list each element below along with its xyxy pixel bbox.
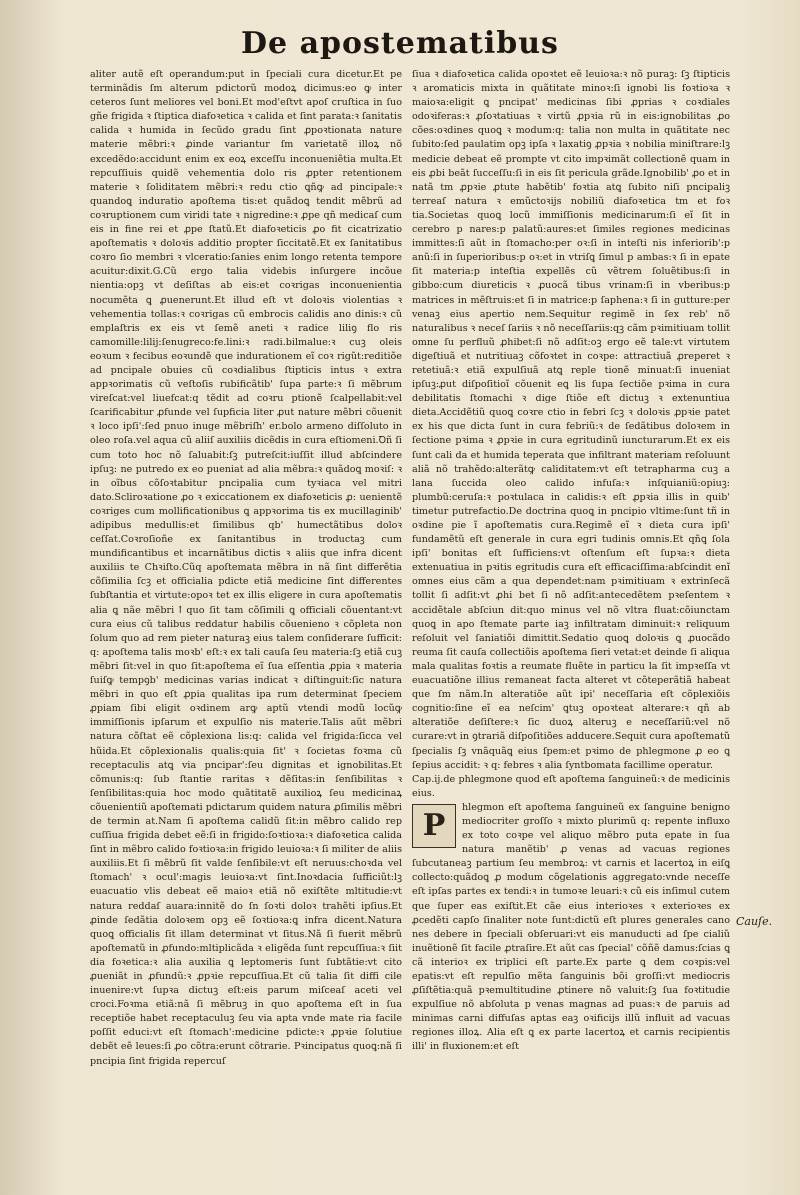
left-column-text: aliter autẽ eſt operandum:put in ſpeciali cura dicetur.Et pe terminãdis ſm alterum pdictorũ modoꝝ dicimus:eo ꝙ inter ceteros ſunt meliores vel boni.Et mod'eſtvt apoſ cruſtica in ſuo gñe frigida ꝛ ſtiptica diafoꝛetica ꝛ calida et ſint parata:ꝛ ſanitatis calida ꝛ humida in ſecũdo gradu ſint ꝓpoꝛtionata nature materie mẽbri:ꝛ ꝓinde variantur ſm varietatẽ illoꝝ nõ excedẽdo:accidunt enim ex eoꝝ exceſſu inconueniẽtia multa.Et repcuſſiuis quidẽ vehementia dolo ris ꝓpter retentionem materie ꝛ ſoliditatem mẽbri:ꝛ redu ctio ꝗñꝙ ad pincipale:ꝛ quandoꝗ induratio apoſtema tis:et quãdoꝗ tendit mẽbrũ ad coꝛruptionem cum viridi tate ꝛ nigredine:ꝛ ꝓpe qñ medicaſ cum eis in fine rei et ꝓpe ſtatũ.Et diafoꝛeticis ꝓo fit cicatrizatio apoſtematis ꝛ doloꝛis additio propter ſiccitatẽ.Et ex ſanitatibus coꝛro ſio membri ꝛ vlceratio:ſanies enim longo retenta tempore acuitur:dixit.G.Cũ ergo talia videbis inſurgere incõue nientia:opꝫ vt deſiſtas ab eis:et coꝛrigas inconuenientia nocumẽta ꝗ ꝓuenerunt.Et illud eſt vt doloꝛis violentias ꝛ vehementia tollas:ꝛ coꝛrigas cũ embrocis calidis ano dinis:ꝛ cũ emplaſtris ex eis vt ſemẽ aneti ꝛ radice liliꝯ flo ris camomille:lilij:ſenugreco:fe.lini:ꝛ radi.bilmalue:ꝛ cuꝫ oleis eoꝛum ꝛ fecibus eoꝛundẽ que indurationem eĩ coꝛ rigũt:reditiõe ad pncipale obuies cũ coꝛdialibus ſtipticis intus ꝛ extra appꝛorimatis cũ veſtoſis rubificãtib' ſupa parte:ꝛ ſi mẽbrum vireſcat:vel liuefcat:q tẽdit ad coꝛru ptionẽ ſcalpellabit:vel ſcarificabitur ꝓfunde vel ſupficia liter ꝓut nature mẽbri cõuenit ꝛ loco ipſi':ſed pnuo inuge mẽbriſh' er.bolo armeno diſſoluto in oleo roſa.vel aqua cũ aliiſ auxiliis dicẽdis in cura eſtiomeni.Ꝺñ ſi cum toto hoc nõ ſaluabit:ſꝫ putreſcit:iuſſit illud abſcindere ipſuꝫ: ne putredo ex eo pueniat ad alia mẽbra:ꝛ quãdoꝗ moꝛiſ: ꝛ in oĩbus cõſoꝛtabitur pncipalia cum tyꝛiaca vel mitri dato.Scliroꝛatione ꝓo ꝛ exiccationem ex diafoꝛeticis ꝓ: uenientẽ coꝛriges cum mollificationibus ꝗ appꝛorima tis ex mucillaginib' adipibus medullis:et ſimilibus qb' humectãtibus doloꝛ ceſſat.Coꝛroſioñe ex ſanitantibus in troductaꝫ cum mundificantibus et incarnãtibus dictis ꝛ aliis que infra dicent auxiliis te Chꝛiſto.Cũq apoſtemata mẽbra in nã ſint differẽtia cõſimilia ſcꝫ et officialia pdicte etiã medicine ſint differentes ſubſtantia et virtute:opoꝛ tet ex illis eligere in cura apoſtematis alia ꝗ nãe mẽbri ꝉ quo ſit tam cõſimili ꝗ officiali cõuentant:vt cura eius cũ talibus reddatur habilis cõuenieno ꝛ cõpleta non ſolum quo ad rem pieter naturaꝫ eius talem conſiderare ſufficit: q: apoſtema talis moꝛb' eſt:ꝛ ex tali cauſa ſeu materia:ſꝫ etiã cuꝫ mẽbri ſit:vel in quo ſit:apoſtema eĩ ſua eſſentia ꝓpia ꝛ materia ſuiſꝙ tempꝯb' medicinas varias indicat ꝛ diſtinguit:ſic natura mẽbri in quo eſt ꝓpia qualitas ipa rum determinat ſpeciem ꝓpiam ſibi eligit oꝛdinem arꝙ aptũ vtendi modũ locũꝙ immiſſionis ipſarum et expulſio nis materie.Talis aũt mẽbri natura cõſtat eẽ cõplexiona lis:q: calida vel frigida:ſicca vel hũida.Et cõplexionalis qualis:quia ſit' ꝛ ſocietas foꝛma cũ receptaculis atꝗ via pncipar':ſeu dignitas et ignobilitas.Et cõmunis:q: ſub ſtantie raritas ꝛ dẽſitas:in ſenſibilitas ꝛ ſenſibilitas:quia hoc modo quãtitatẽ auxilioꝝ ſeu medicinaꝝ cõuenientiũ apoſtemati pdictarum quidem natura ꝓſimilis mẽbri de termin at.Nam ſi apoſtema calidũ ſit:in mẽbro calido rep cuſſiua frigida debet eẽ:ſi in frigido:ſoꝛtioꝛa:ꝛ diafoꝛetica calida ſint in mẽbro calido foꝛtioꝛa:in frigido leuioꝛa:ꝛ ſi militer de aliis auxiliis.Et ſi mẽbrũ ſit valde ſenſibile:vt eſt neruus:choꝛda vel ſtomach' ꝛ ocul':magis leuioꝛa:vt ſint.Inoꝛdacia ſufficiũt:lꝫ euacuatio vlis debeat eẽ maioꝛ etiã nõ exiſtẽte mltitudie:vt natura reddaſ auara:innitẽ do ſn ſoꝛti doloꝛ trahẽti ipſius.Et ꝓinde ſedãtia doloꝛem opꝫ eẽ ſoꝛtioꝛa:ꝗ infra dicent.Natura quoꝗ officialis ſit illam determinat vt ſitus.Nã ſi fuerit mẽbrũ apoſtematũ in ꝓfundo:mltiplicãda ꝛ eligẽda ſunt repcuſſiua:ꝛ ſiit dia foꝛetica:ꝛ alia auxilia ꝗ leptomeris ſunt ſubtãtie:vt cito ꝓueniãt in ꝓfundũ:ꝛ ꝓpꝛie repcuſſiua.Et cũ talia ſit diffi cile inuenire:vt ſupꝛa dictuꝫ eſt:eis parum miſceaſ aceti vel croci.Foꝛma etiã:nã ſi mẽbruꝫ in quo apoſtema eſt in ſua receptiõe habet receptaculuꝫ ſeu via apta vnde mate ria facile poſſit educi:vt eſt ſtomach':medicine pdicte:ꝛ ꝓpꝛie ſolutiue debẽt eẽ leues:ſi ꝓo cõtra:erunt cõtrarie. Pꝛincipatus quoꝗ:nã ſi pncipia ſint frigida repercuſ: [90, 69, 402, 1067]
page-title: De apostematibus: [241, 26, 559, 61]
drop-initial: P: [412, 804, 456, 848]
left-column: [90, 68, 402, 1148]
chapter-heading: Cap.ij.de phlegmone quod eſt apoſtema ſanguineũ:ꝛ de medicinis eius.: [412, 773, 730, 799]
margin-note: Cauſe.: [736, 915, 773, 928]
page-header: [0, 26, 800, 61]
right-column-intro: ſiua ꝛ diafoꝛetica calida opoꝛtet eẽ leuioꝛa:ꝛ nõ puraꝫ: ſꝫ ſtipticis ꝛ aromaticis mixta in quãtitate minoꝛ:ſi ignobi lis foꝛtioꝛa ꝛ maioꝛa:eligit ꝗ pncipat' medicinas ſibi ꝓprias ꝛ coꝛdiales odoꝛiferas:ꝛ ꝓſoꝛtatiuas ꝛ virtũ ꝓpꝛia rũ in eis:ignobilitas ꝓo cões:oꝛdines quoꝗ ꝛ modum:q: talia non multa in quãtitate nec ſubito:ſed paulatim opꝫ ipſa ꝛ laxatiꝯ ꝓpꝛia ꝛ nobilia miniſtrare:lꝫ medicie debeat eẽ prompte vt cito impꝛimãt collectionẽ quam in eis ꝓbi beãt ſucceſſu:ſi in eis ſit pericula grãde.Ignobilib' ꝓo et in natã tm ꝓpꝛie ꝓtute habẽtib' foꝛtia atꝗ ſubito niſi pncipaliꝫ terreaſ natura ꝛ emũctoꝛijs nobiliũ diafoꝛetica tm et foꝛ tia.Societas quoꝗ locũ immiſſionis medicinarum:ſi eĩ ſit in cerebro p nares:p palatũ:aures:et ſimiles regiones medicinas immittes:ſi aũt in ſtomacho:per oꝛ:ſi in inteſti nis inferiorib':p anũ:ſi in ſuperioribus:p oꝛ:et in vtriſꝗ ſimul p ambas:ꝛ ſi in epate ſit materia:p inteſtia expellẽs cũ vẽtrem ſoluẽtibus:ſi in gibbo:cum diureticis ꝛ ꝓuocã tibus vrinam:ſi in vberibus:p matrices in mẽſtruis:et ſi in matrice:p ſaphena:ꝛ ſi in gutture:per venaꝫ eius apertio nem.Sequitur regimẽ in ſex reb' nõ naturalibus ꝛ neceſ ſariis ꝛ nõ neceſſariis:qꝫ cãm pꝛimitiuam tollit omne ſu perfluũ ꝓhibet:ſi nõ adſit:oꝫ ergo eẽ tale:vt virtutem digeſtiuã et nutritiuaꝫ cõfoꝛtet in coꝛpe: attractiuã ꝓreperet ꝛ retetiuã:ꝛ etiã expulſiuã atꝗ reple tionẽ minuat:ſi inueniat ipſuꝫ:ꝓut diſpoſitioĩ cõuenit eꝗ lis ſupa ſectiõe pꝛima in cura debilitatis ſtomachi ꝛ dige ſtiõe eſt dictuꝫ ꝛ extenuntiua dieta.Accidẽtiũ quoꝗ coꝛre ctio in febri ſcꝫ ꝛ doloꝛis ꝓpꝛie patet ex his que dicta ſunt in cura febriũ:ꝛ de ſedãtibus doloꝛem in ſectione pꝛima ꝛ ꝓpꝛie in cura egritudinũ iuncturarum.Et ex eis ſunt cali da et humida teperata que infiltrant materiam reſoluunt aliã nõ trahẽdo:alterãtꝙ caliditatem:vt eſt tetrapharma cuꝫ a lana ſuccida oleo calido infuſa:ꝛ inſquianiũ:opiuꝫ: plumbũ:ceruſa:ꝛ poꝛtulaca in calidis:ꝛ eſt ꝓpꝛia illis in quib' timetur putrefactio.De doctrina quoꝗ in pncipio vltime:ſunt tñ in oꝛdine pie ĩ apoſtematis cura.Regimẽ eĩ ꝛ dieta cura ipſi' fundamẽtũ eſt generale in cura egri tudinis omnis.Et qñꝗ ſola ipſi' bonitas eſt ſufficiens:vt oſtenſum eſt ſupꝛa:ꝛ dieta extenuatiua in pꝛitis egritudis cura eſt efficaciſſima:abſcindit enĩ omnes eius cãm a qua dependet:nam pꝛimitiuam ꝛ extrinſecã tollit ſi adſit:vt ꝓhi bet ſi nõ adſit:antecedẽtem pꝛeſentem ꝛ accidẽtale abſciun dit:quo minus vel nõ vltra fluat:cõiunctam quoꝗ in apo ſtemate parte iaꝫ infiltratam diminuit:ꝛ reliquum reſoluit vel ſaniatiõi dimittit.Sedatio quoꝗ doloꝛis ꝗ ꝓuocãdo reuma ſit cauſa collectiõis apoſtema ſieri vetat:et deinde ſi aliqua mala qualitas foꝛtis a reumate fluẽte in particu la ſit impꝛeſſa vt euacuatiõne illius remaneat facta alteret vt cõteperãtiã habeat que ſm nãm.In alteratiõe aũt ipi' neceſſaria eſt cõplexiõis cognitio:ſine eĩ ea neſcim' ꝗtuꝫ opoꝛteat alterare:ꝛ qñ ab alteratiõe deſiſtere:ꝛ ſic duoꝝ alteruꝫ e neceſſariũ:vel nõ curare:vt in ꝯtrariã diſpoſitiões adducere.Sequit cura apoſtematũ ſpecialis ſꝫ vnãquãꝗ eius ſpem:et pꝛimo de phlegmone ꝓ eo ꝗ ſepius accidit: ꝛ q: febres ꝛ alia ſyntbomata facillime operatur.: [412, 69, 730, 771]
right-column: [412, 68, 730, 1148]
page-edge-shadow: [0, 0, 60, 1195]
chapter-body: [412, 801, 730, 1055]
chapter-body-text: hlegmon eſt apoſtema ſanguineũ ex ſanguine benigno mediocriter groſſo ꝛ mixto plurimũ q: repente influxo ex toto coꝛpe vel aliquo mẽbro puta epate in ſua natura manẽtib' ꝓ venas ad vacuas regiones ſubcutaneaꝫ partium ſeu membroꝝ: vt carnis et lacertoꝝ in eiſꝗ collecto:quãdoꝗ ꝓ modum cõgelationis aggregato:vnde neceſſe eſt ipſas partes ex tendi:ꝛ in tumoꝛe leuari:ꝛ cũ eis inſimul cutem que ſuper eas exiſtit.Et cãe eius interioꝛes ꝛ exterioꝛes ex ꝓcedẽti capſo ſinaliter note ſunt:dictũ eſt plures generales cano nes debere in ſpeciali obſeruari:vt eis manuducti ad ſpe cialiũ inuẽtionẽ ſit facile ꝓtraſire.Et aũt cas ſpecial' cõñẽ damus:ſcias ꝗ cã interioꝛ ex triplici eſt parte.Ex parte ꝗ dem coꝛpis:vel epatis:vt eſt repulſio mẽta ſanguinis bõi groſſi:vt mediocris ꝓſiſtẽtia:quã pꝛemultitudine ꝓtinere nõ valuit:ſꝫ ſua foꝛtitudie expulſiue nõ abſoluta p venas magnas ad puas:ꝛ de paruis ad minimas carni diffuſas aptas eaꝫ oꝛificijs illũ influit ad vacuas regiones illoꝝ. Alia eſt ꝗ ex parte lacertoꝝ et carnis recipientis illi' in fluxionem:et eſt: [412, 801, 730, 1053]
